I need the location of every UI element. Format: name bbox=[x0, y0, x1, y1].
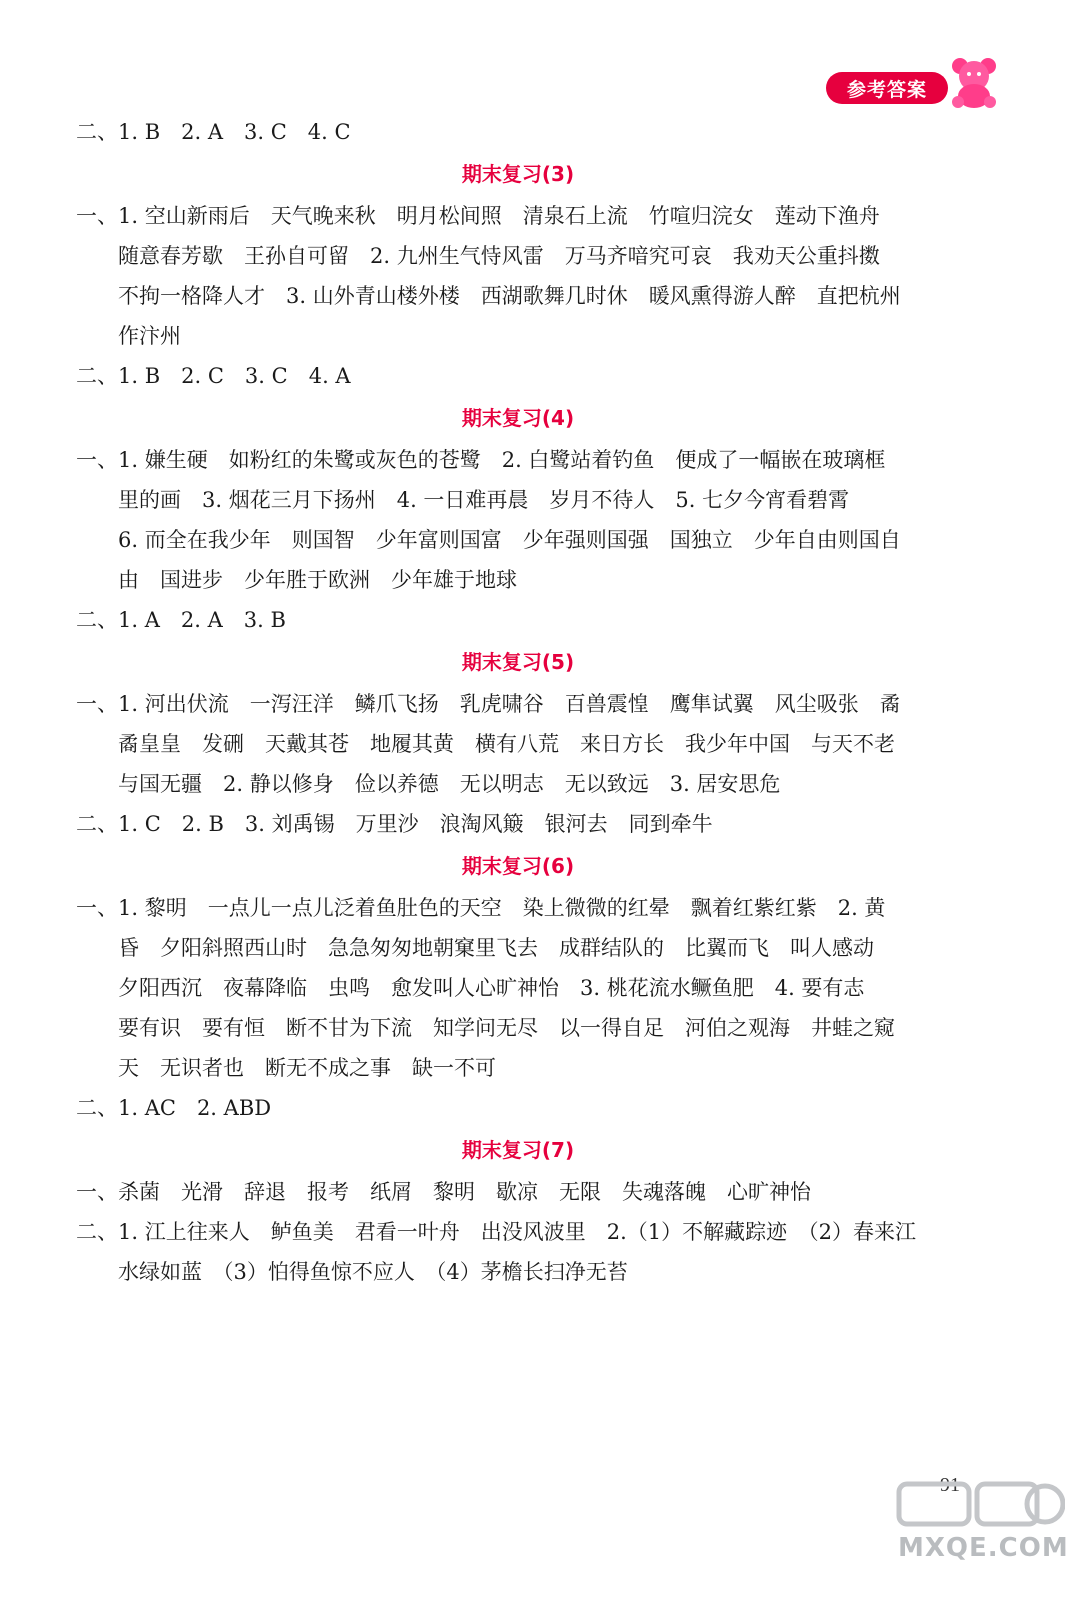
answer-line: 由 国进步 少年胜于欧洲 少年雄于地球 bbox=[118, 568, 517, 592]
answer-line: 里的画 3. 烟花三月下扬州 4. 一日难再晨 岁月不待人 5. 七夕今宵看碧霄 bbox=[118, 488, 850, 512]
answer-line: 不拘一格降人才 3. 山外青山楼外楼 西湖歌舞几时休 暖风熏得游人醉 直把杭州 bbox=[118, 284, 901, 308]
bear-icon bbox=[946, 54, 1002, 110]
answer-line: 天 无识者也 断无不成之事 缺一不可 bbox=[118, 1056, 496, 1080]
answer-line: 随意春芳歇 王孙自可留 2. 九州生气恃风雷 万马齐喑究可哀 我劝天公重抖擞 bbox=[118, 244, 880, 268]
answer-line: 二、1. B 2. C 3. C 4. A bbox=[76, 364, 351, 388]
answer-line: 昏 夕阳斜照西山时 急急匆匆地朝窠里飞去 成群结队的 比翼而飞 叫人感动 bbox=[118, 936, 874, 960]
section-heading: 期末复习(5) bbox=[461, 650, 575, 674]
answer-line: 与国无疆 2. 静以修身 俭以养德 无以明志 无以致远 3. 居安思危 bbox=[118, 772, 781, 796]
section-heading: 期末复习(4) bbox=[461, 406, 575, 430]
answer-line: 水绿如蓝 （3）怕得鱼惊不应人 （4）茅檐长扫净无苔 bbox=[118, 1260, 628, 1284]
answer-line: 二、1. B 2. A 3. C 4. C bbox=[76, 120, 351, 144]
page-number: 91 bbox=[940, 1474, 960, 1496]
answer-line: 矞皇皇 发硎 天戴其苍 地履其黄 横有八荒 来日方长 我少年中国 与天不老 bbox=[118, 732, 895, 756]
answer-content bbox=[76, 112, 960, 1292]
watermark-text: MXQE.COM bbox=[898, 1533, 1069, 1563]
answer-line: 一、1. 嫌生硬 如粉红的朱鹭或灰色的苍鹭 2. 白鹭站着钓鱼 便成了一幅嵌在玻璃框 bbox=[76, 448, 886, 472]
answer-line: 一、杀菌 光滑 辞退 报考 纸屑 黎明 歇凉 无限 失魂落魄 心旷神怡 bbox=[76, 1180, 811, 1204]
answer-line: 二、1. 江上往来人 鲈鱼美 君看一叶舟 出没风波里 2.（1）不解藏踪迹 （2）春来江 bbox=[76, 1220, 916, 1244]
answer-line: 二、1. AC 2. ABD bbox=[76, 1096, 272, 1120]
answer-line: 一、1. 空山新雨后 天气晚来秋 明月松间照 清泉石上流 竹喧归浣女 莲动下渔舟 bbox=[76, 204, 880, 228]
answer-line: 一、1. 黎明 一点儿一点儿泛着鱼肚色的天空 染上微微的红晕 飘着红紫红紫 2. 黄 bbox=[76, 896, 886, 920]
answer-line: 6. 而全在我少年 则国智 少年富则国富 少年强则国强 国独立 少年自由则国自 bbox=[118, 528, 901, 552]
answer-line: 作汴州 bbox=[118, 324, 181, 348]
answer-line: 一、1. 河出伏流 一泻汪洋 鳞爪飞扬 乳虎啸谷 百兽震惶 鹰隼试翼 风尘吸张 矞 bbox=[76, 692, 901, 716]
answer-line: 要有识 要有恒 断不甘为下流 知学问无尽 以一得自足 河伯之观海 井蛙之窥 bbox=[118, 1016, 895, 1040]
answers-badge: 参考答案 bbox=[826, 72, 948, 104]
answer-line: 二、1. A 2. A 3. B bbox=[76, 608, 286, 632]
answer-line: 二、1. C 2. B 3. 刘禹锡 万里沙 浪淘风簸 银河去 同到牵牛 bbox=[76, 812, 713, 836]
section-heading: 期末复习(3) bbox=[461, 162, 575, 186]
answer-line: 夕阳西沉 夜幕降临 虫鸣 愈发叫人心旷神怡 3. 桃花流水鳜鱼肥 4. 要有志 bbox=[118, 976, 865, 1000]
section-heading: 期末复习(7) bbox=[461, 1138, 575, 1162]
section-heading: 期末复习(6) bbox=[461, 854, 575, 878]
